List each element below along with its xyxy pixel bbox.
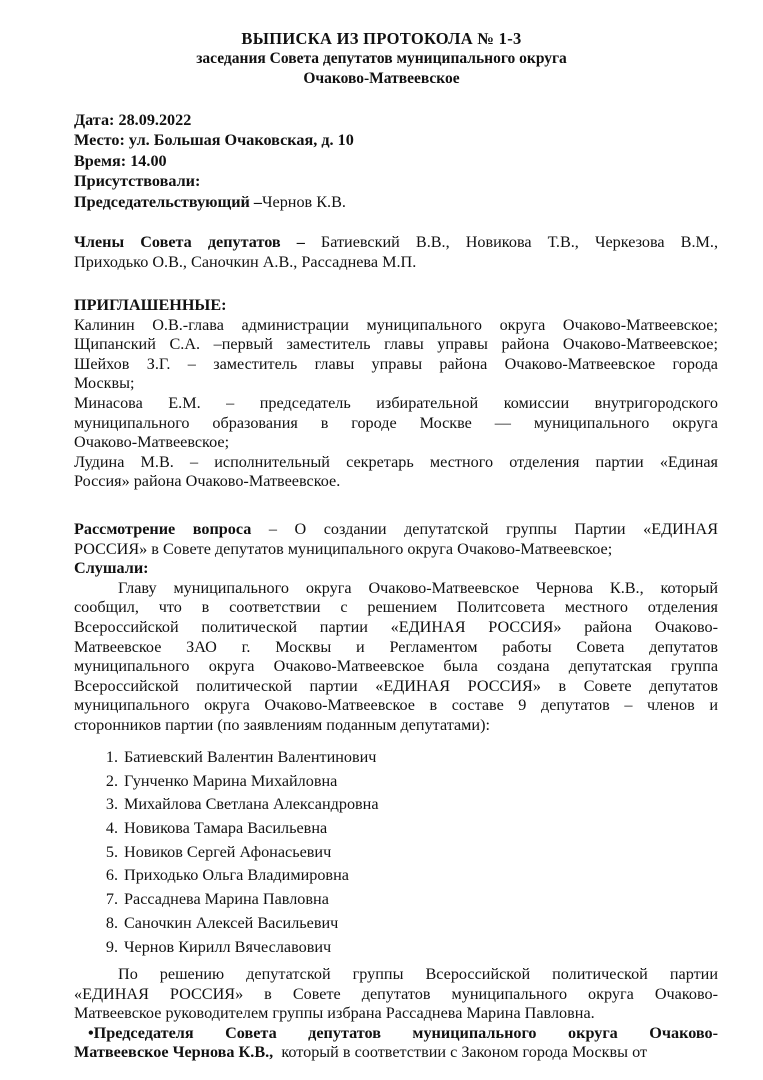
consideration-line-2: РОССИЯ» в Совете депутатов муниципального округа Очаково-Матвеевское;	[74, 539, 613, 558]
bullet-rest-text: который в соответствии с Законом города Москвы от	[273, 1043, 648, 1062]
document-subtitle: заседания Совета депутатов муниципального округа	[196, 50, 567, 67]
deputy-name: Михайлова Светлана Александровна	[124, 795, 379, 814]
bullet-line-2	[74, 1043, 718, 1063]
bullet-bold-text: Матвеевское Чернова К.В.,	[74, 1043, 274, 1062]
meeting-time: Время: 14.00	[74, 151, 167, 170]
decision-line: Матвеевское руководителем группы избрана Рассаднева Марина Павловна.	[74, 1004, 595, 1023]
heard-para-line: сообщил, что в соответствии с решением Политсовета местного отделения	[74, 598, 718, 617]
deputy-name: Новикова Тамара Васильевна	[124, 819, 328, 838]
invited-line: Лудина М.В. – исполнительный секретарь местного отделения партии «Единая	[74, 452, 718, 471]
document-district: Очаково-Матвеевское	[303, 70, 460, 87]
list-item	[96, 890, 379, 914]
heard-para-line: Главу муниципального округа Очаково-Матвеевское Чернова К.В., который	[118, 578, 718, 597]
heard-para-line: муниципального округа Очаково-Матвеевское была создана депутатская группа	[74, 657, 718, 676]
list-number: 9.	[105, 937, 118, 956]
list-item	[96, 938, 379, 962]
list-item	[96, 914, 379, 938]
list-number: 1.	[105, 748, 118, 766]
heard-para-line: Всероссийской политической партии «ЕДИНАЯ РОССИЯ» района Очаково-	[74, 617, 718, 636]
chair-label: Председательствующий –	[74, 192, 262, 211]
list-number: 8.	[105, 913, 118, 932]
invited-line: муниципального образования в городе Москве — муниципального округа	[74, 413, 718, 432]
meeting-date: Дата: 28.09.2022	[74, 111, 192, 129]
members-names-1: Батиевский В.В., Новикова Т.В., Черкезова В.М.,	[320, 233, 719, 251]
consideration-line-1	[74, 520, 718, 540]
meeting-meta	[74, 111, 718, 213]
deputy-name: Батиевский Валентин Валентинович	[124, 748, 377, 766]
consideration-section	[74, 520, 718, 736]
members-line-2: Приходько О.В., Саночкин А.В., Рассаднева М.П.	[74, 252, 417, 271]
bullet-line-1: •Председателя Совета депутатов муниципального округа Очаково-	[88, 1023, 718, 1042]
list-item	[96, 819, 379, 843]
list-number: 3.	[105, 795, 118, 814]
deputy-name: Чернов Кирилл Вячеславович	[124, 937, 332, 956]
deputy-name: Новиков Сергей Афонасьевич	[124, 842, 332, 861]
invited-heading: ПРИГЛАШЕННЫЕ:	[74, 296, 227, 314]
members-section	[74, 233, 718, 272]
list-number: 5.	[105, 842, 118, 861]
list-item	[96, 843, 379, 867]
present-label: Присутствовали:	[74, 172, 201, 191]
list-number: 2.	[105, 771, 118, 790]
list-item	[96, 772, 379, 796]
invited-line: Щипанский С.А. –первый заместитель главы управы района Очаково-Матвеевское;	[74, 335, 718, 354]
list-number: 7.	[105, 890, 118, 909]
meeting-place: Место: ул. Большая Очаковская, д. 10	[74, 131, 354, 150]
list-number: 4.	[105, 819, 118, 838]
deputy-name: Рассаднева Марина Павловна	[124, 890, 329, 909]
list-item	[96, 748, 379, 772]
heard-para-line: муниципального округа Очаково-Матвеевское в составе 9 депутатов – членов и	[74, 696, 718, 715]
chair-name: Чернов К.В.	[262, 192, 346, 211]
members-line-1	[74, 233, 718, 253]
list-item	[96, 795, 379, 819]
invited-line: Калинин О.В.-глава администрации муниципального округа Очаково-Матвеевское;	[74, 315, 718, 334]
deputy-name: Саночкин Алексей Васильевич	[124, 913, 339, 932]
members-label: Члены Совета депутатов –	[74, 233, 305, 251]
decision-line: По решению депутатской группы Всероссийской политической партии	[118, 965, 718, 983]
list-item	[96, 866, 379, 890]
deputy-name: Гунченко Марина Михайловна	[124, 771, 338, 790]
invited-line: Шейхов З.Г. – заместитель главы управы района Очаково-Матвеевское города	[74, 354, 718, 373]
decision-section	[74, 965, 718, 1063]
heard-para-line: сторонников партии (по заявлениям поданным депутатами):	[74, 715, 490, 734]
invited-line: Очаково-Матвеевское;	[74, 433, 230, 452]
list-number: 6.	[105, 866, 118, 885]
heard-label: Слушали:	[74, 559, 149, 578]
decision-line: «ЕДИНАЯ РОССИЯ» в Совете депутатов муниципального округа Очаково-	[74, 984, 718, 1003]
document-title: ВЫПИСКА ИЗ ПРОТОКОЛА № 1-3	[241, 29, 522, 48]
deputies-list	[96, 748, 379, 961]
deputy-name: Приходько Ольга Владимировна	[124, 866, 349, 885]
consideration-text-1: – О создании депутатской группы Партии «ЕДИНАЯ	[251, 520, 718, 538]
chair-line	[74, 193, 718, 213]
invited-section	[74, 296, 718, 492]
invited-line: Минасова Е.М. – председатель избирательной комиссии внутригородского	[74, 393, 718, 412]
invited-line: Россия» района Очаково-Матвеевское.	[74, 472, 341, 491]
invited-line: Москвы;	[74, 374, 135, 393]
heard-para-line: Всероссийской политической партии «ЕДИНАЯ РОССИЯ» в Совете депутатов	[74, 676, 718, 695]
consideration-label: Рассмотрение вопроса	[74, 520, 252, 538]
heard-para-line: Матвеевское ЗАО г. Москвы и Регламентом работы Совета депутатов	[74, 637, 718, 656]
